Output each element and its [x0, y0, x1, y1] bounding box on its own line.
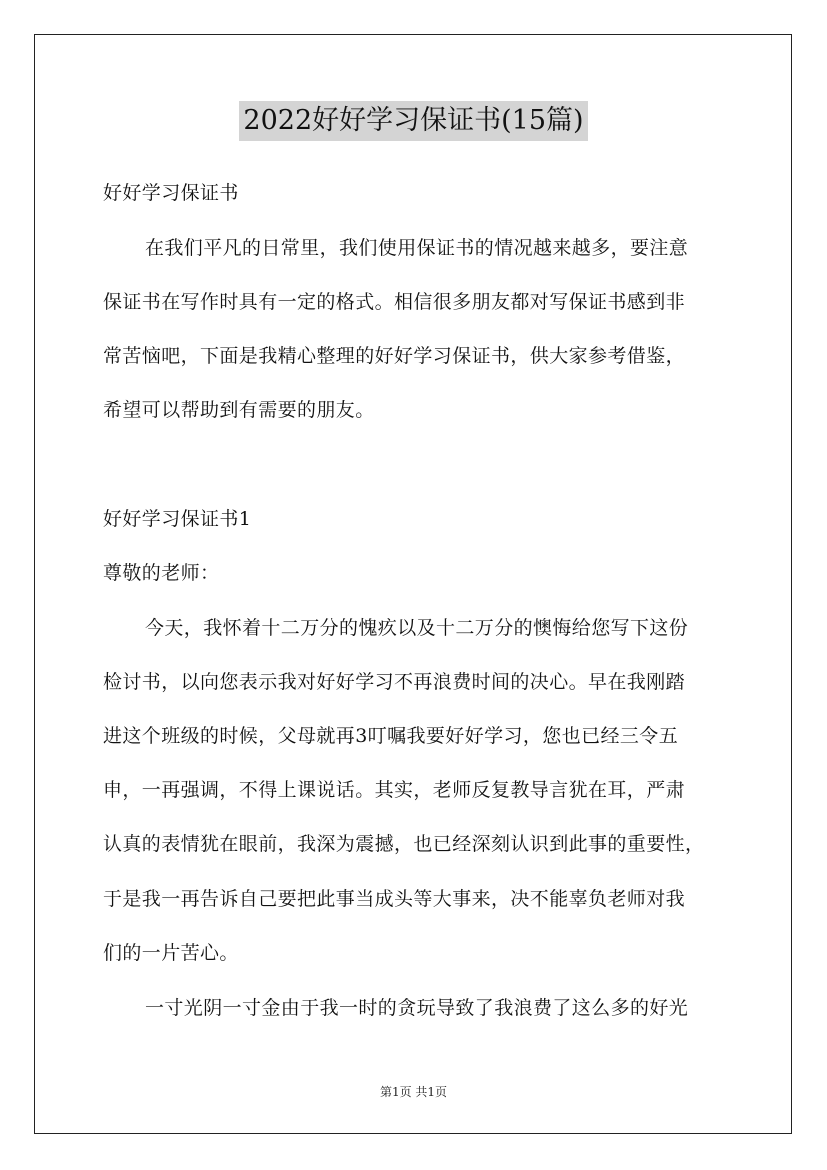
paragraph-line: 今天，我怀着十二万分的愧疚以及十二万分的懊悔给您写下这份 [145, 617, 689, 639]
section-heading: 好好学习保证书1 [103, 508, 252, 530]
paragraph-line: 保证书在写作时具有一定的格式。相信很多朋友都对写保证书感到非 [103, 291, 686, 313]
title-container [0, 101, 827, 141]
intro-heading: 好好学习保证书 [103, 182, 239, 204]
paragraph-line: 申，一再强调，不得上课说话。其实，老师反复教导言犹在耳，严肃 [103, 779, 686, 801]
paragraph-line: 认真的表情犹在眼前，我深为震撼，也已经深刻认识到此事的重要性， [103, 833, 705, 855]
paragraph-line: 于是我一再告诉自己要把此事当成头等大事来，决不能辜负老师对我 [103, 888, 686, 910]
salutation: 尊敬的老师： [103, 562, 220, 584]
paragraph-line: 们的一片苦心。 [103, 942, 239, 964]
paragraph-line: 一寸光阴一寸金由于我一时的贪玩导致了我浪费了这么多的好光 [145, 997, 689, 1019]
paragraph-line: 检讨书，以向您表示我对好好学习不再浪费时间的决心。早在我刚踏 [103, 671, 686, 693]
document-title: 2022好好学习保证书(15篇) [239, 101, 587, 141]
page-footer: 第1页 共1页 [379, 1085, 448, 1099]
paragraph-line: 希望可以帮助到有需要的朋友。 [103, 399, 375, 421]
paragraph-line: 常苦恼吧，下面是我精心整理的好好学习保证书，供大家参考借鉴， [103, 345, 686, 367]
paragraph-line: 进这个班级的时候，父母就再3叮嘱我要好好学习，您也已经三令五 [103, 725, 679, 747]
paragraph-line: 在我们平凡的日常里，我们使用保证书的情况越来越多，要注意 [145, 237, 689, 259]
